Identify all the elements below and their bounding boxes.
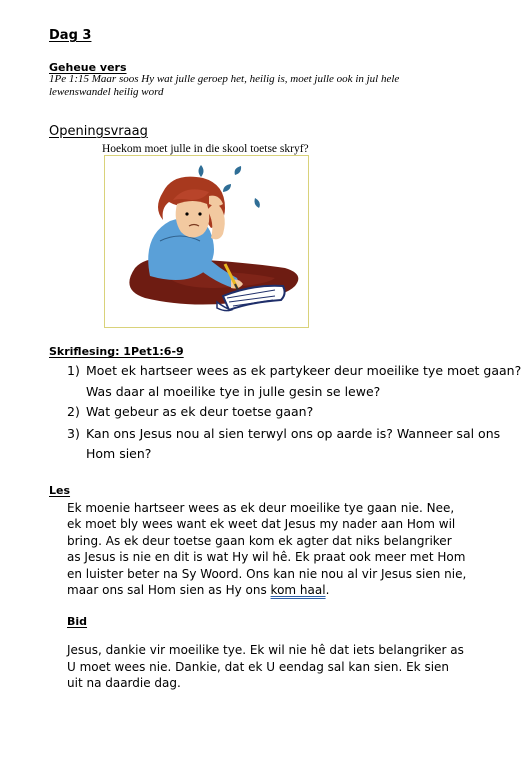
- worried-student-clipart: [104, 155, 309, 328]
- opening-question-label: Openingsvraag: [49, 124, 148, 139]
- memory-verse-label: Geheue vers: [49, 61, 127, 74]
- list-item-text: Hom sien?: [86, 446, 152, 461]
- lesson-text: [67, 500, 467, 598]
- prayer-label: Bid: [67, 615, 88, 628]
- list-item-number: 3): [67, 426, 80, 441]
- opening-question-text: Hoekom moet julle in die skool toetse skryf?: [102, 143, 309, 155]
- scripture-reading-label: Skriflesing: 1Pet1:6-9: [49, 345, 184, 358]
- lesson-text-main: Ek moenie hartseer wees as ek deur moeilike tye gaan nie. Nee, ek moet bly wees want ek weet dat Jesus my nader aan Hom wil bring. As ek deur toetse gaan kom ek agter dat niks belangriker as Jesus is nie en dit is wat Hy wil hê. Ek praat ook meer met Hom en luister beter na Sy Woord. Ons kan nie nou al vir Jesus sien nie, maar ons sal Hom sien as Hy ons: [67, 501, 467, 598]
- list-item-number: 1): [67, 363, 80, 378]
- sweat-drop-icon: [255, 198, 260, 208]
- page-title: Dag 3: [49, 28, 92, 43]
- list-item-text: Kan ons Jesus nou al sien terwyl ons op aarde is? Wanneer sal ons: [86, 426, 501, 441]
- sweat-drop-icon: [235, 166, 242, 175]
- list-item-number: 2): [67, 404, 80, 419]
- sweat-drop-icon: [199, 165, 204, 177]
- memory-verse-line-2: lewenswandel heilig word: [49, 86, 164, 98]
- list-item-text: Was daar al moeilike tye in julle gesin se lewe?: [86, 384, 381, 399]
- lesson-text-underlined: kom haal: [270, 583, 326, 598]
- lesson-label: Les: [49, 484, 71, 497]
- list-item-text: Moet ek hartseer wees as ek partykeer deur moeilike tye moet gaan?: [86, 363, 521, 378]
- worried-student-illustration: [105, 156, 308, 327]
- sweat-drop-icon: [223, 184, 231, 192]
- prayer-text: Jesus, dankie vir moeilike tye. Ek wil nie hê dat iets belangriker as U moet wees nie. Dankie, dat ek U eendag sal kan sien. Ek sien uit na daardie dag.: [67, 643, 464, 691]
- memory-verse-line-1: 1Pe 1:15 Maar soos Hy wat julle geroep het, heilig is, moet julle ook in jul hele: [49, 73, 400, 85]
- list-item-text: Wat gebeur as ek deur toetse gaan?: [86, 404, 314, 419]
- lesson-text-end: .: [325, 583, 330, 598]
